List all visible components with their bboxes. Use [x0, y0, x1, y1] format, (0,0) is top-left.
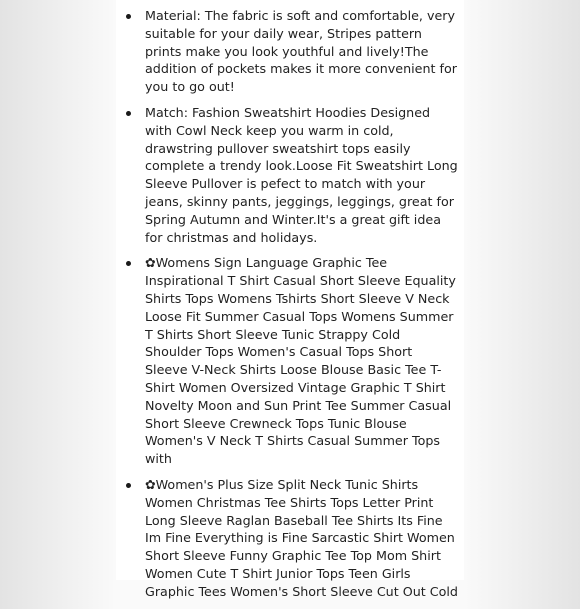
bullet-text: ✿Womens Sign Language Graphic Tee Inspirational T Shirt Casual Short Sleeve Equality Shirts Tops Womens Tshirts Short Sleeve V Neck Loose Fit Summer Casual Tops Womens Summer T Shirts Short Sleeve Tunic Strappy Cold Shoulder Tops Women's Casual Tops Short Sleeve V-Neck Shirts Loose Blouse Basic Tee T-Shirt Women Oversized Vintage Graphic T Shirt Novelty Moon and Sun Print Tee Summer Casual Short Sleeve Crewneck Tops Tunic Blouse Women's V Neck T Shirts Casual Summer Tops with	[145, 255, 456, 467]
product-description-page	[116, 0, 464, 599]
bullet-dot-icon	[126, 111, 131, 116]
description-bullet-list	[116, 7, 464, 609]
bullet-item-related-products	[116, 254, 464, 468]
bullet-text: ✿Women's Plus Size Split Neck Tunic Shirts Women Christmas Tee Shirts Tops Letter Print Long Sleeve Raglan Baseball Tee Shirts Its Fine Im Fine Everything is Fine Sarcastic Shirt Women Short Sleeve Funny Graphic Tee Top Mom Shirt Women Cute T Shirt Junior Tops Teen Girls Graphic Tees Women's Short Sleeve Cut Out Cold	[145, 476, 458, 599]
bullet-dot-icon	[126, 14, 131, 19]
bullet-text: Material: The fabric is soft and comfortable, very suitable for your daily wear, Stripes pattern prints make you look youthful and lively!The addition of pockets makes it more convenient for you to go out!	[145, 8, 457, 95]
bullet-item-plus-size-products	[116, 476, 464, 601]
bullet-dot-icon	[126, 483, 131, 488]
bullet-text: Match: Fashion Sweatshirt Hoodies Designed with Cowl Neck keep you warm in cold, drawstring pullover sweatshirt tops easily complete a trendy look.Loose Fit Sweatshirt Long Sleeve Pullover is pefect to match with your jeans, skinny pants, jeggings, leggings, great for Spring Autumn and Winter.It's a great gift idea for christmas and holidays.	[145, 104, 458, 245]
bullet-dot-icon	[126, 261, 131, 266]
bullet-item-match	[116, 104, 464, 246]
bullet-item-material	[116, 7, 464, 96]
